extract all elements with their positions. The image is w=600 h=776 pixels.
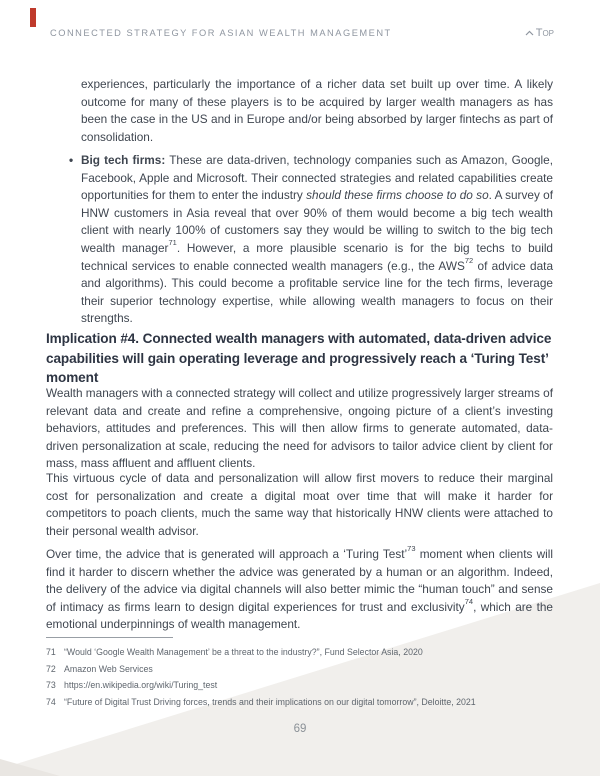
footnote-number: 72 (46, 663, 56, 674)
turing-text-3: , which are the emotional underpinnings of wealth management. (46, 599, 553, 632)
intro-paragraph (81, 76, 553, 146)
page-number: 69 (293, 723, 307, 735)
paragraph-turing-test (46, 546, 553, 634)
paragraph-personalization (46, 385, 553, 473)
bullet-bold-label: Big tech firms: (81, 153, 166, 167)
implication-4-heading: Implication #4. Connected wealth managers with automated, data-driven advice capabilities will gain operating leverage and progressively reach a ‘Turing Test’ moment (46, 331, 552, 385)
paragraph-virtuous-cycle-text: This virtuous cycle of data and personalization will allow first movers to reduce their marginal cost for personalization and create a digital moat over time that will make it harder for competitors to poach clients, much the same way that historically HNW clients were attached to their personal wealth advisor. (46, 471, 553, 538)
page-header (50, 27, 554, 39)
running-title: CONNECTED STRATEGY FOR ASIAN WEALTH MANAGEMENT (50, 28, 392, 38)
bullet-text-2: . A survey of HNW customers in Asia reveal that over 90% of them would become a big tech wealth client with nearly 100% of customers say they would be willing to switch to the big tech wealth manager (81, 188, 553, 255)
footnote-number: 71 (46, 647, 56, 657)
footnote-item (46, 664, 560, 675)
footnote-ref-74: 74 (464, 596, 474, 606)
back-to-top-link[interactable] (525, 27, 554, 39)
footnote-divider (46, 637, 173, 638)
paragraph-personalization-text: Wealth managers with a connected strategy will collect and utilize progressively larger streams of relevant data and create and refine a comprehensive, ongoing picture of a client’s investing behaviors, attitudes and preferences. This will then allow firms to generate automated, data-driven personalization at scale, reducing the need for advisors to tailor advice client by client for mass, mass affluent and affluent clients. (46, 386, 553, 471)
footnote-text: https://en.wikipedia.org/wiki/Turing_test (64, 680, 218, 690)
turing-text-2: moment when clients will find it harder to discern whether the advice was generated by a human or an algorithm. Indeed, the delivery of the advice via digital channels will also better mimic the “human touch” and sense of intimacy as firms learn to design digital experiences for trust and exclusivity (46, 547, 554, 614)
bullet-marker: • (69, 153, 74, 167)
back-to-top-label: Top (535, 27, 554, 39)
footnote-item (46, 697, 560, 708)
bullet-italic-phrase: should these firms choose to do so (306, 188, 489, 203)
footnotes-section (46, 647, 560, 713)
footnote-number: 74 (46, 696, 56, 707)
chevron-up-icon (525, 30, 534, 36)
footnote-text: “Future of Digital Trust Driving forces, trends and their implications on our digital tomorrow”, Deloitte, 2021 (64, 696, 476, 707)
bullet-text-4: of advice data and algorithms). This could become a profitable service line for the tech firms, leverage their superior technology expertise, while allowing wealth managers to focus on their strengths. (81, 258, 554, 326)
header-accent-bar (30, 8, 36, 27)
footnote-ref-71: 71 (168, 237, 177, 247)
bullet-text-1: These are data-driven, technology companies such as Amazon, Google, Facebook, Apple and Microsoft. Their connected strategies and related capabilities create opportunities for them to enter the industry (81, 153, 553, 203)
paragraph-virtuous-cycle (46, 470, 553, 540)
footnote-item (46, 680, 560, 691)
turing-text-1: Over time, the advice that is generated will approach a ‘Turing Test’ (46, 547, 408, 561)
footnote-text: Amazon Web Services (64, 663, 153, 674)
footnote-ref-73: 73 (407, 544, 416, 553)
footnote-number: 73 (46, 680, 56, 690)
footnote-item (46, 647, 560, 658)
footnote-text: “Would ‘Google Wealth Management’ be a threat to the industry?”, Fund Selector Asia, 2020 (64, 647, 423, 657)
bullet-text-3: . However, a more plausible scenario is for the big techs to build technical services to enable connected wealth managers (e.g., the AWS (81, 240, 553, 273)
intro-paragraph-text: experiences, particularly the importance of a richer data set built up over time. A likely outcome for many of these players is to be acquired by larger wealth managers as has been the case in the US and in Europe and/or being absorbed by larger fintechs as part of consolidation. (81, 77, 553, 144)
footnote-ref-72: 72 (464, 255, 474, 265)
big-tech-bullet-item (69, 152, 554, 328)
